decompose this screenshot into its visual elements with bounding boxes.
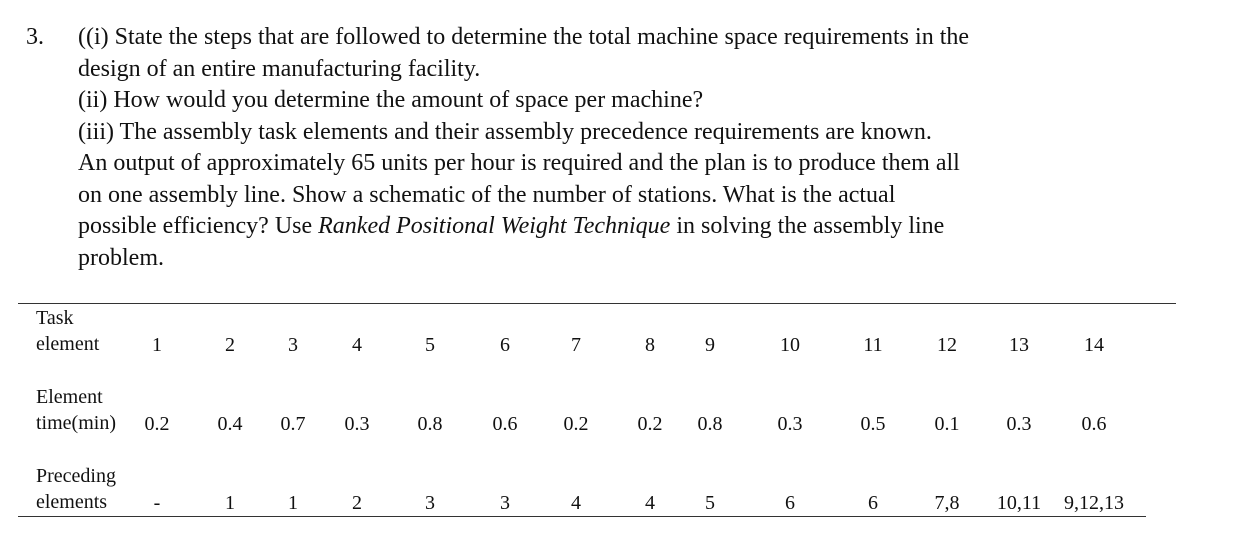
part-iii-line-2: An output of approximately 65 units per hour is required and the plan is to produce them all [78,150,960,176]
row-label-task-line1: Task [36,307,74,329]
task-element-cell: 7 [571,334,581,356]
row-label-time-line2: time(min) [36,412,116,434]
element-time-cell: 0.4 [217,413,243,435]
part-iii-line-1: (iii) The assembly task elements and their assembly precedence requirements are known. [78,118,932,145]
element-time-cell: 0.7 [280,413,306,435]
task-element-cell: 13 [1009,334,1029,356]
task-element-cell: 3 [288,334,298,356]
part-iii-line-4-end: in solving the assembly line [670,213,945,239]
preceding-elements-cell: 3 [425,492,435,514]
task-element-cell: 6 [500,334,510,356]
preceding-elements-cell: 7,8 [934,492,960,514]
part-iii-line-4-start: possible efficiency? Use [78,213,319,239]
element-time-cell: 0.6 [492,413,518,435]
preceding-elements-cell: 5 [705,492,715,514]
task-element-cell: 11 [863,334,883,356]
element-time-cell: 0.3 [1006,413,1032,435]
preceding-elements-cell: 6 [785,492,795,514]
row-label-preceding-line2: elements [36,491,108,513]
element-time-cell: 0.5 [860,413,886,435]
row-label-time-line1: Element [36,386,103,408]
element-time-cell: 0.8 [417,413,443,435]
preceding-elements-cell: 2 [352,492,362,514]
preceding-elements-cell: 3 [500,492,510,514]
table-bottom-rule [18,516,1146,517]
task-element-cell: 1 [152,334,162,356]
element-time-cell: 0.1 [934,413,960,435]
part-iii-line-3: on one assembly line. Show a schematic of the number of stations. What is the actual [78,181,896,208]
element-time-cell: 0.2 [144,413,170,435]
element-time-cell: 0.3 [344,413,370,435]
task-element-cell: 9 [705,334,715,356]
element-time-cell: 0.6 [1081,413,1107,435]
task-element-cell: 12 [937,334,957,356]
part-ii: (ii) How would you determine the amount of space per machine? [78,87,704,113]
part-iii-line-5: problem. [78,244,164,271]
task-element-cell: 4 [352,334,362,356]
task-element-cell: 5 [425,334,435,356]
preceding-elements-cell: - [153,492,161,514]
part-i-line-2: design of an entire manufacturing facility. [78,55,481,82]
table-top-rule [18,303,1176,304]
element-time-cell: 0.2 [637,413,663,435]
element-time-cell: 0.8 [697,413,723,435]
preceding-elements-cell: 4 [571,492,581,514]
preceding-elements-cell: 4 [645,492,655,514]
preceding-elements-cell: 9,12,13 [1064,492,1124,514]
preceding-elements-cell: 1 [288,492,298,514]
technique-name: Ranked Positional Weight Technique [318,213,671,239]
row-label-preceding-line1: Preceding [36,465,116,487]
part-iii-line-4 [78,211,1158,243]
element-time-cell: 0.3 [777,413,803,435]
question-number: 3. [26,24,44,50]
task-element-cell: 8 [645,334,655,356]
task-element-cell: 10 [780,334,800,356]
task-element-cell: 2 [225,334,235,356]
preceding-elements-cell: 10,11 [996,492,1042,514]
element-time-cell: 0.2 [563,413,589,435]
preceding-elements-cell: 6 [868,492,878,514]
question-text [78,22,1158,274]
preceding-elements-cell: 1 [225,492,235,514]
task-element-cell: 14 [1084,334,1104,356]
part-i-line-1: ((i) State the steps that are followed to determine the total machine space requirements in the [78,24,970,50]
row-label-task-line2: element [36,333,100,355]
